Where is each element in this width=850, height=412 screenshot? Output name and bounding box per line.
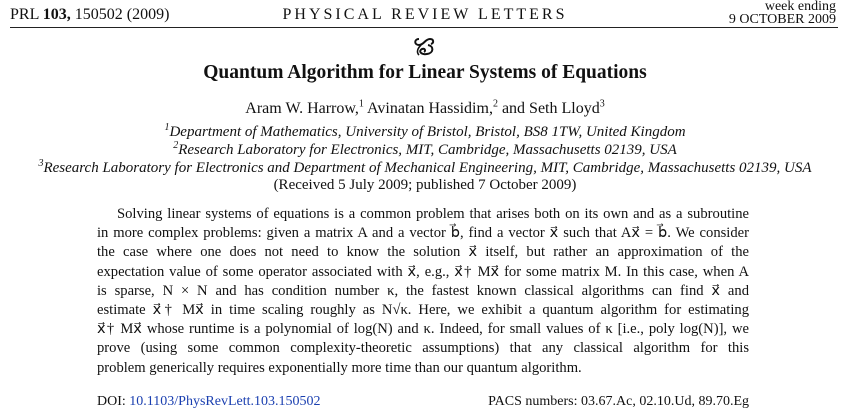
- author-name: Avinatan Hassidim,: [367, 100, 493, 117]
- author-name: and Seth Lloyd: [501, 100, 600, 117]
- affiliation-mark: 3: [38, 158, 44, 169]
- journal-abbrev: PRL: [10, 6, 39, 23]
- abstract-line: prove (using some common complexity-theoretic assumptions) that any classical algorithm for this: [97, 340, 749, 357]
- paper-title: Quantum Algorithm for Linear Systems of Equations: [203, 62, 647, 83]
- doi-link[interactable]: 10.1103/PhysRevLett.103.150502: [129, 394, 321, 409]
- abstract-line: x⃗† Mx⃗ whose runtime is a polynomial of log(N) and κ. Indeed, for small values of κ [i.e., poly log(N)], we: [97, 321, 749, 338]
- week-ending-label: week ending: [764, 0, 836, 14]
- prl-logo-icon: [410, 34, 438, 58]
- abstract-line: estimate x⃗† Mx⃗ in time scaling roughly as N√κ. Here, we exhibit a quantum algorithm for estimating: [97, 302, 749, 319]
- doi: [97, 394, 320, 410]
- abstract-line: the case where one does not need to know the solution x⃗ itself, but rather an approximation of the: [97, 244, 749, 261]
- abstract-line: expectation value of some operator associated with x⃗, e.g., x⃗† Mx⃗ for some matrix M. In this case, when A: [97, 263, 749, 280]
- journal-name: PHYSICAL REVIEW LETTERS: [282, 6, 568, 23]
- abstract-line: problem generically requires exponentially more time than our quantum algorithm.: [97, 359, 582, 376]
- author-affiliation-mark: 1: [358, 98, 364, 110]
- article-number-year: 150502 (2009): [74, 6, 170, 23]
- author-affiliation-mark: 2: [492, 98, 498, 110]
- abstract-line: is sparse, N × N and has condition number κ, the fastest known classical algorithms can find x⃗ and: [97, 282, 749, 299]
- affiliation-text: Research Laboratory for Electronics, MIT, Cambridge, Massachusetts 02139, USA: [178, 142, 677, 158]
- received-dates: (Received 5 July 2009; published 7 October 2009): [273, 177, 577, 193]
- issue-date: [729, 0, 836, 26]
- pacs-numbers: PACS numbers: 03.67.Ac, 02.10.Ud, 89.70.Eg: [488, 394, 749, 409]
- affiliation-mark: 1: [164, 122, 170, 133]
- affiliation-text: Department of Mathematics, University of Bristol, Bristol, BS8 1TW, United Kingdom: [169, 124, 686, 140]
- abstract-line: in more complex problems: given a matrix A and a vector b⃗, find a vector x⃗ such that Ax⃗ = b⃗. We consider: [97, 225, 749, 242]
- author-list: [0, 100, 850, 118]
- doi-label: DOI:: [97, 394, 126, 409]
- volume-number: 103,: [42, 6, 71, 23]
- affiliation: [0, 124, 850, 141]
- header-rule: [10, 27, 838, 28]
- author-name: Aram W. Harrow,: [245, 100, 359, 117]
- affiliation-mark: 2: [173, 140, 179, 151]
- week-ending-date: 9 OCTOBER 2009: [728, 12, 836, 27]
- abstract: [97, 205, 749, 378]
- affiliation: [0, 160, 850, 177]
- affiliation-text: Research Laboratory for Electronics and Department of Mechanical Engineering, MIT, Cambridge, Massachusetts 02139, USA: [43, 160, 812, 176]
- author-affiliation-mark: 3: [599, 98, 605, 110]
- affiliation: [0, 142, 850, 159]
- abstract-line: Solving linear systems of equations is a common problem that arises both on its own and as a subroutine: [117, 206, 749, 222]
